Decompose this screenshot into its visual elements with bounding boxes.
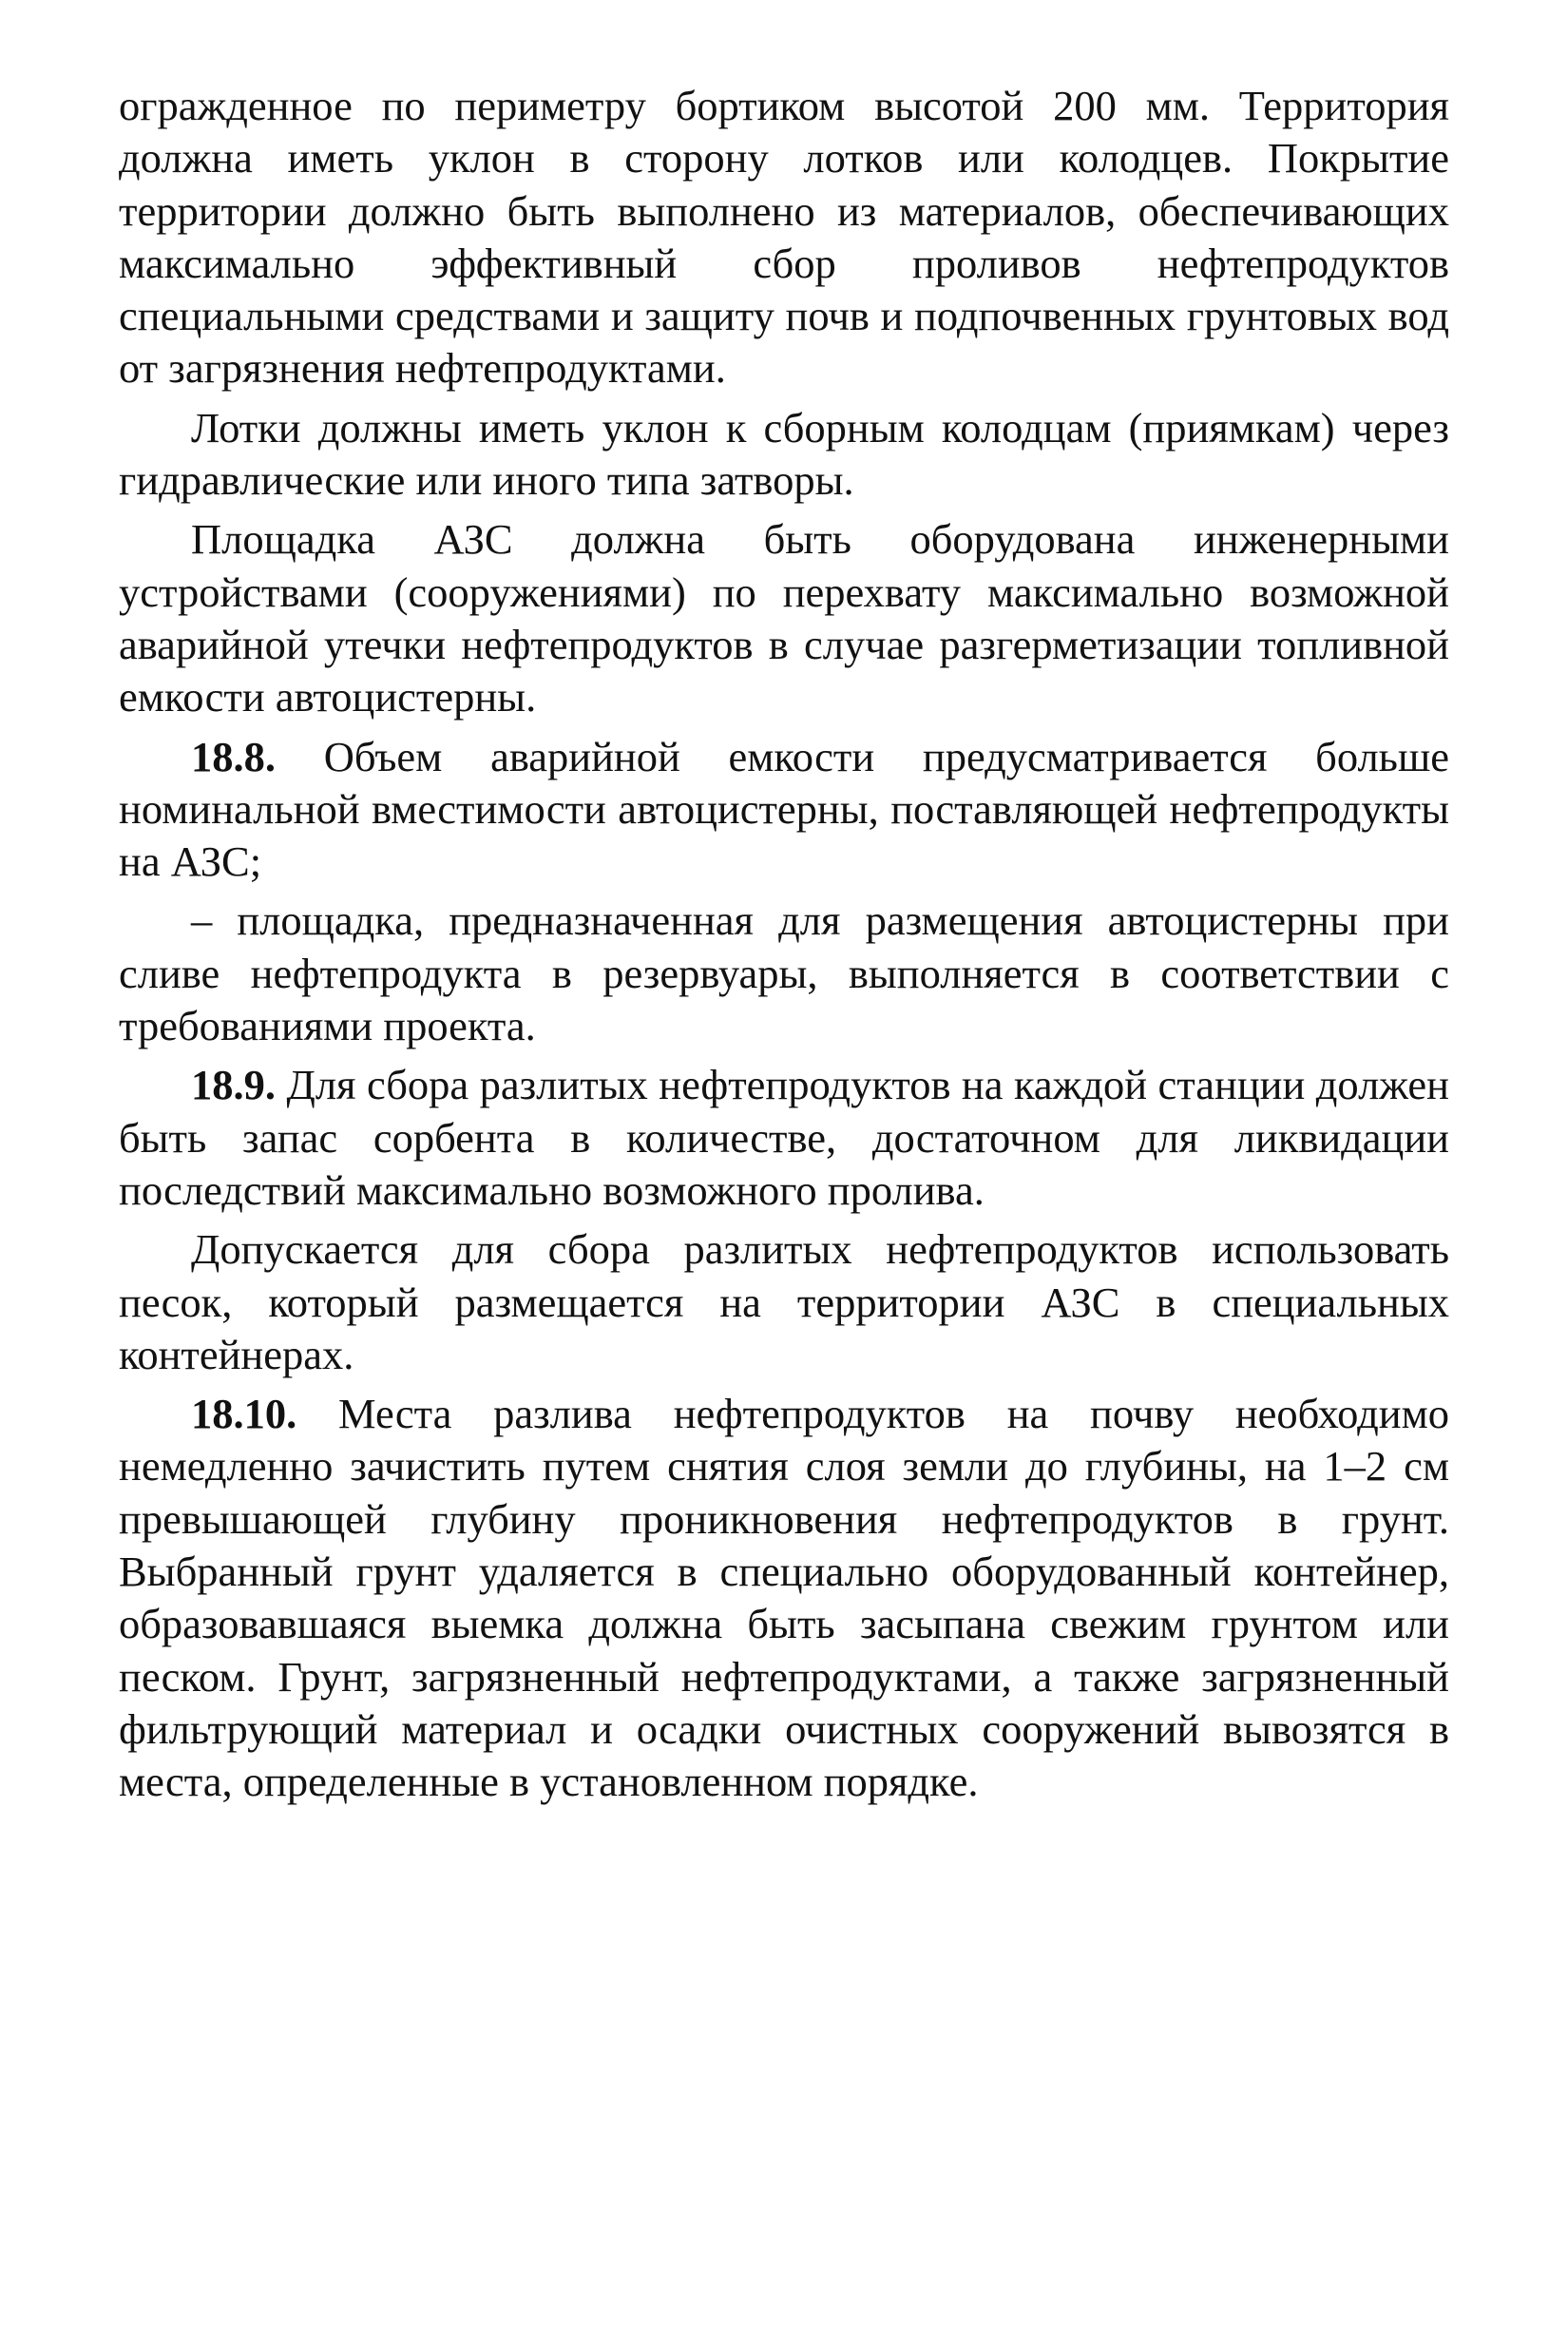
section-number: 18.10. — [191, 1390, 297, 1438]
paragraph-list-item — [119, 894, 1449, 1052]
paragraph-18-9 — [119, 1059, 1449, 1217]
paragraph-18-10 — [119, 1388, 1449, 1808]
paragraph-text: Для сбора разлитых нефтепродуктов на каждой станции должен быть запас сорбента в количестве, достаточном для ликвидации последствий максимально возможного пролива. — [119, 1061, 1450, 1214]
paragraph-continuation — [119, 80, 1449, 395]
paragraph-text: Объем аварийной емкости предусматривается больше номинальной вместимости автоцистерны, поставляющей нефтепродукты на АЗС; — [119, 732, 1449, 886]
paragraph-platform — [119, 513, 1449, 723]
paragraph-text: Места разлива нефтепродуктов на почву необходимо немедленно зачистить путем снятия слоя земли до глубины, на 1–2 см превышающей глубину проникновения нефтепродуктов в грунт. Выбранный грунт удаляется в специально оборудованный контейнер, образовавшаяся выемка должна быть засыпана свежим грунтом или песком. Грунт, загрязненный нефтепродуктами, а также загрязненный фильтрующий материал и осадки очистных сооружений вывозятся в места, определенные в установленном порядке. — [119, 1390, 1449, 1806]
document-page — [119, 80, 1449, 1816]
paragraph-trays — [119, 402, 1449, 508]
paragraph-18-8 — [119, 731, 1449, 889]
paragraph-sand — [119, 1223, 1449, 1381]
section-number: 18.8. — [191, 732, 276, 780]
paragraph-text: Допускается для сбора разлитых нефтепродуктов использовать песок, который размещается на территории АЗС в специальных контейнерах. — [119, 1225, 1449, 1378]
paragraph-text: – площадка, предназначенная для размещения автоцистерны при сливе нефтепродукта в резервуары, выполняется в соответствии с требованиями проекта. — [119, 896, 1449, 1050]
paragraph-text: огражденное по периметру бортиком высотой 200 мм. Территория должна иметь уклон в сторону лотков или колодцев. Покрытие территории должно быть выполнено из материалов, обеспечивающих максимально эффективный сбор проливов нефтепродуктов специальными средствами и защиту почв и подпочвенных грунтовых вод от загрязнения нефтепродуктами. — [119, 82, 1449, 393]
paragraph-text: Площадка АЗС должна быть оборудована инженерными устройствами (сооружениями) по перехвату максимально возможной аварийной утечки нефтепродуктов в случае разгерметизации топливной емкости автоцистерны. — [119, 515, 1449, 721]
section-number: 18.9. — [191, 1061, 276, 1109]
paragraph-text: Лотки должны иметь уклон к сборным колодцам (приямкам) через гидравлические или иного типа затворы. — [119, 403, 1449, 505]
